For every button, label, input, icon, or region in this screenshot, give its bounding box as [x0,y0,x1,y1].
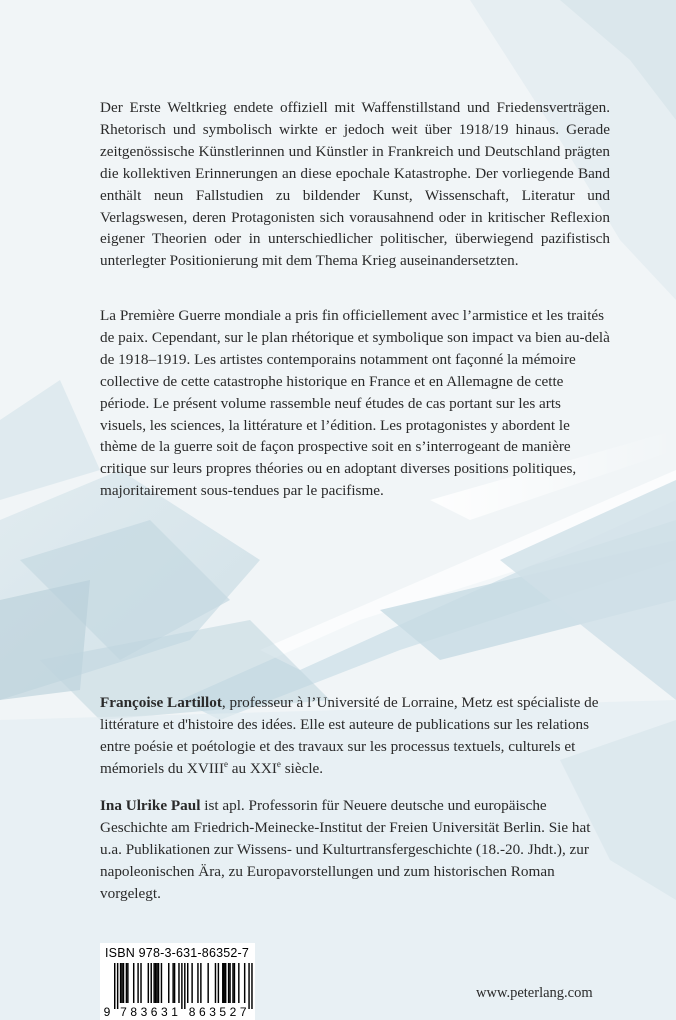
barcode-bar [172,963,173,1003]
barcode-bar [234,963,235,1003]
barcode-bars [100,943,255,1020]
barcode-bar [207,963,208,1003]
editor-bio-paul [100,795,610,905]
isbn-barcode [100,943,255,1020]
barcode-bar [140,963,141,1003]
barcode-bar [114,963,115,1009]
barcode-digit: 6 [198,1005,206,1019]
superscript: e [224,758,228,769]
barcode-bar [156,963,157,1003]
barcode-bar [218,963,219,1003]
editor-bio-lartillot [100,692,610,780]
barcode-digit: 9 [103,1005,111,1019]
barcode-bar [121,963,122,1003]
barcode-digit: 2 [229,1005,237,1019]
barcode-bar [178,963,179,1003]
barcode-bar [215,963,216,1003]
barcode-bar [161,963,162,1003]
barcode-bar [158,963,159,1003]
barcode-bar [133,963,134,1003]
barcode-bar [248,963,249,1009]
barcode-bar [251,963,252,1009]
editor-name: Ina Ulrike Paul [100,797,201,814]
barcode-bar [123,963,124,1003]
barcode-bar [238,963,239,1003]
editor-bio-text: au XXI [228,759,277,777]
blurb-french-text: La Première Guerre mondiale a pris fin officiellement avec l’armistice et les traités de paix. Cependant, sur le plan rhétorique et symbolique son impact va bien au-delà de 1918–1919. Les artistes contemporains notamment ont façonné la mémoire collective de cette catastrophe historique en France et en Allemagne de cette période. Le présent volume rassemble neuf études de cas portant sur les arts visuels, les sciences, la littérature et l’édition. Les protagonistes y abordent le thème de la guerre soit de façon prospective soit en s’interrogeant de manière critique sur leurs propres théories ou en adoptant diverses positions politiques, majoritairement sous-tendues par le pacifisme. [100,307,610,500]
barcode-bar [137,963,138,1003]
barcode-digit: 6 [150,1005,158,1019]
barcode-digit: 7 [239,1005,247,1019]
barcode-digit: 8 [188,1005,196,1019]
barcode-bar [197,963,198,1003]
blurb-german-text: Der Erste Weltkrieg endete offiziell mit Waffenstillstand und Friedensverträgen. Rhetorisch und symbolisch wirkte er jedoch weit über 1918/19 hinaus. Gerade zeitgenössische Künstlerinnen und Künstler in Frankreich und Deutschland prägten die kollektiven Erinnerungen an diese epochale Katastrophe. Der vorliegende Band enthält neun Fallstudien zu bildender Kunst, Wissenschaft, Literatur und Verlagswesen, deren Protagonisten sich vorausahnend oder in kritischer Reflexion eigener Theorien oder in unterschiedlicher politischer, überwiegend pazifistisch unterlegter Positionierung mit dem Thema Krieg auseinandersetzten. [100,99,610,270]
isbn-label: ISBN 978-3-631-86352-7 [105,946,250,960]
barcode-bar [232,963,233,1003]
publisher-url[interactable]: www.peterlang.com [476,985,593,1001]
editor-bio-text: siècle. [280,759,324,777]
barcode-bar [244,963,245,1003]
barcode-bar [155,963,156,1003]
editor-name: Françoise Lartillot [100,694,222,711]
editor-bio-text: , professeur à l’Université de Lorraine, Metz est spécialiste de littérature et d'histoire des idées. Elle est auteure de publications sur les relations entre poésie et poétologie et des travaux sur les processus textuels, culturels et mémoriels du XVIII [100,694,599,777]
barcode-bar [120,963,121,1003]
barcode-bar [168,963,169,1003]
barcode-digit: 3 [209,1005,216,1019]
barcode-bar [181,963,182,1009]
editor-bio-text: ist apl. Professorin für Neuere deutsche und europäische Geschichte am Friedrich-Meinecke-Institut der Freien Universität Berlin. Sie hat u.a. Publikationen zur Wissens- und Kulturtransfergeschichte (18.-20. Jhdt.), zur napoleonischen Ära, zu Europavorstellungen und zum historischen Roman vorgelegt. [100,797,591,902]
barcode-bar [200,963,201,1003]
blurb-french [100,305,610,502]
barcode-digit: 8 [130,1005,138,1019]
barcode-digit: 1 [171,1005,178,1019]
barcode-bar [187,963,188,1003]
barcode-bar [229,963,230,1003]
barcode-digit: 3 [161,1005,168,1019]
barcode-digit: 3 [140,1005,148,1019]
barcode-bar [153,963,154,1003]
barcode-bar [224,963,225,1003]
barcode-bar [225,963,226,1003]
superscript: e [276,758,281,769]
barcode-bar [148,963,149,1003]
barcode-bar [126,963,127,1003]
barcode-bar [222,963,223,1003]
barcode-digit: 7 [120,1005,127,1019]
barcode-bar [191,963,192,1003]
barcode-digit: 5 [219,1005,227,1019]
barcode-bar [228,963,229,1003]
barcode-bar [174,963,175,1003]
barcode-bar [127,963,128,1003]
barcode-bar [151,963,152,1003]
blurb-german [100,97,610,272]
barcode-bar [184,963,185,1009]
barcode-bar [117,963,118,1009]
